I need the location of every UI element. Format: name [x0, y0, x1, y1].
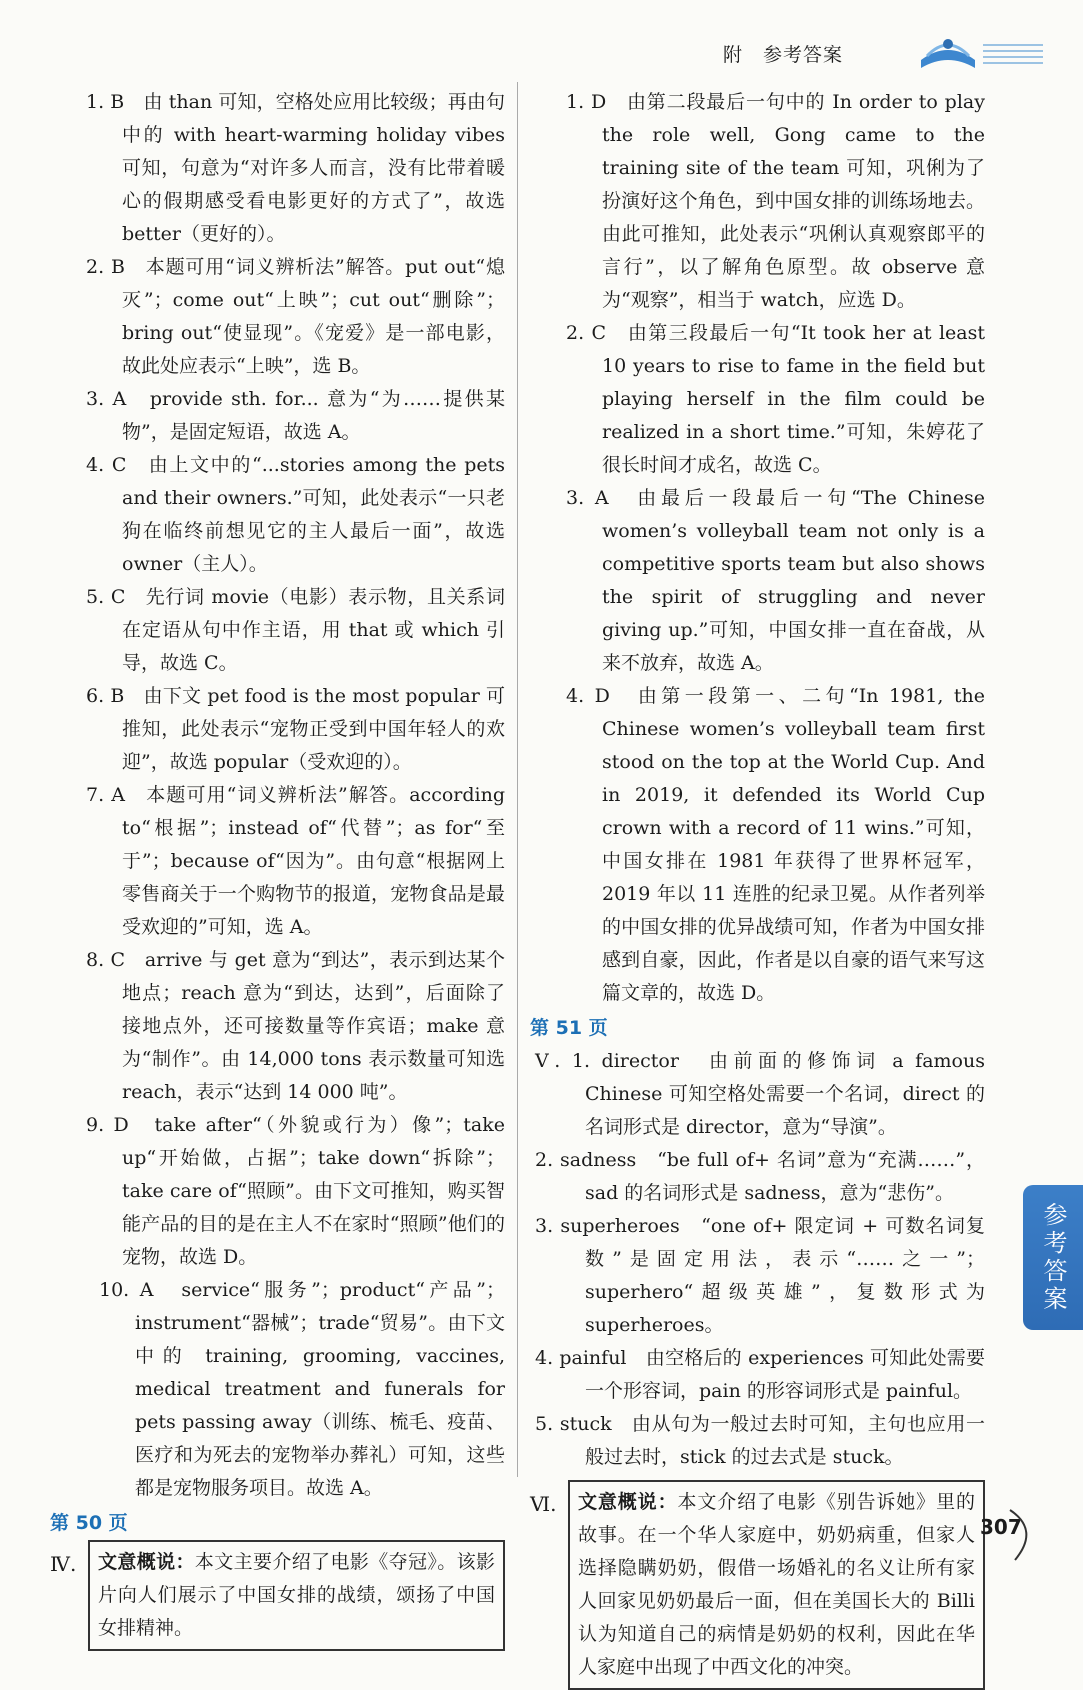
- section-iv: [50, 1540, 505, 1651]
- header-decoration: [983, 40, 1043, 70]
- answer-item: 5. C 先行词 movie（电影）表示物，且关系词在定语从句中作主语，用 that 或 which 引导，故选 C。: [86, 586, 505, 674]
- answer-item: 4. D 由第一段第一、二句“In 1981, the Chinese women’s volleyball team first stood on the top at the World Cup. And in 2019, it defended its World Cup crown with a record of 11 wins.”可知，中国女排在 1981 年获得了世界杯冠军，2019 年以 11 连胜的纪录卫冕。从作者列举的中国女排的优异战绩可知，作者为中国女排感到自豪，因此，作者是以自豪的语气来写这篇文章的，故选 D。: [566, 685, 985, 1004]
- page-label-50: 第 50 页: [50, 1512, 128, 1534]
- answer-item: 3. A 由最后一段最后一句“The Chinese women’s volleyball team not only is a competitive sports team but also shows the spirit of struggling and never giving up.”可知，中国女排一直在奋战，从来不放弃，故选 A。: [566, 487, 986, 674]
- page-label-51: 第 51 页: [530, 1017, 608, 1039]
- summary-box: 文意概说：本文主要介绍了电影《夺冠》。该影片向人们展示了中国女排的战绩，颂扬了中国女排精神。: [88, 1540, 505, 1651]
- roman-numeral: Ⅳ.: [50, 1552, 77, 1576]
- answer-item: 4. C 由上文中的“...stories among the pets and their owners.”可知，此处表示“一只老狗在临终前想见它的主人最后一面”，故选 owner（主人）。: [86, 454, 505, 575]
- word-form-item: 2. sadness “be full of+ 名词”意为“充满……”，sad 的名词形式是 sadness，意为“悲伤”。: [535, 1149, 985, 1204]
- word-form-item: 3. superheroes “one of+ 限定词 + 可数名词复数”是固定用法，表示“……之一”；superhero“超级英雄”，复数形式为 superheroes。: [535, 1215, 985, 1336]
- section-vi: [530, 1480, 985, 1690]
- word-form-item: Ⅴ. 1. director 由前面的修饰词 a famous Chinese 可知空格处需要一个名词，direct 的名词形式是 director，意为“导演”。: [535, 1050, 985, 1138]
- header-title: 附 参考答案: [723, 44, 844, 66]
- answer-item: 3. A provide sth. for... 意为“为……提供某物”，是固定短语，故选 A。: [86, 388, 506, 443]
- page-corner-curl-icon: [1005, 1505, 1045, 1565]
- summary-box: 文意概说：本文介绍了电影《别告诉她》里的故事。在一个华人家庭中，奶奶病重，但家人选择隐瞒奶奶，假借一场婚礼的名义让所有家人回家见奶奶最后一面，但在美国长大的 Billi 认为知道自己的病情是奶奶的权利，因此在华人家庭中出现了中西文化的冲突。: [568, 1480, 985, 1690]
- word-form-item: 5. stuck 由从句为一般过去时可知，主句也应用一般过去时，stick 的过去式是 stuck。: [535, 1413, 985, 1468]
- answer-item: 10. A service“服务”；product“产品”；instrument“器械”；trade“贸易”。由下文中的 training, grooming, vaccines, medical treatment and funerals for pets passing away（训练、梳毛、疫苗、医疗和为死去的宠物举办葬礼）可知，这些都是宠物服务项目。故选 A。: [99, 1279, 505, 1499]
- answer-item: 2. C 由第三段最后一句“It took her at least 10 years to rise to fame in the field but playing herself in the film could be realized in a short time.”可知，朱婷花了很长时间才成名，故选 C。: [566, 322, 985, 476]
- answer-item: 1. D 由第二段最后一句中的 In order to play the role well, Gong came to the training site of the team 可知，巩俐为了扮演好这个角色，到中国女排的训练场地去。由此可推知，此处表示“巩俐认真观察郎平的言行”，以了解角色原型。故 observe 意为“观察”，相当于 watch，应选 D。: [566, 91, 985, 311]
- page-header: [723, 30, 1043, 70]
- answer-section-tab: 参考答案: [1023, 1185, 1083, 1330]
- book-logo-icon: [913, 30, 983, 74]
- left-column: [50, 86, 505, 1651]
- answer-item: 8. C arrive 与 get 意为“到达”，表示到达某个地点；reach 意为“到达，达到”，后面除了接地点外，还可接数量等作宾语；make 意为“制作”。由 14,000 tons 表示数量可知选 reach，表示“达到 14 000 吨”。: [86, 949, 505, 1103]
- roman-numeral: Ⅵ.: [530, 1492, 557, 1516]
- right-column: [530, 86, 985, 1690]
- word-form-item: 4. painful 由空格后的 experiences 可知此处需要一个形容词，pain 的形容词形式是 painful。: [535, 1347, 985, 1402]
- answer-item: 1. B 由 than 可知，空格处应用比较级；再由句中的 with heart-warming holiday vibes 可知，句意为“对许多人而言，没有比带着暖心的假期感受看电影更好的方式了”，故选 better（更好的）。: [86, 91, 505, 245]
- answer-item: 9. D take after“（外貌或行为）像”；take up“开始做，占据”；take down“拆除”；take care of“照顾”。由下文可推知，购买智能产品的目的是在主人不在家时“照顾”他们的宠物，故选 D。: [86, 1114, 505, 1268]
- answer-item: 7. A 本题可用“词义辨析法”解答。according to“根据”；instead of“代替”；as for“至于”；because of“因为”。由句意“根据网上零售商关于一个购物节的报道，宠物食品是最受欢迎的”可知，选 A。: [86, 784, 505, 938]
- page-number: 307: [980, 1515, 1022, 1539]
- answer-item: 6. B 由下文 pet food is the most popular 可推知，此处表示“宠物正受到中国年轻人的欢迎”，故选 popular（受欢迎的）。: [86, 685, 505, 773]
- answer-item: 2. B 本题可用“词义辨析法”解答。put out“熄灭”；come out“上映”；cut out“删除”；bring out“使显现”。《宠爱》是一部电影，故此处应表示“上映”，选 B。: [86, 256, 505, 377]
- column-divider: [517, 82, 518, 1477]
